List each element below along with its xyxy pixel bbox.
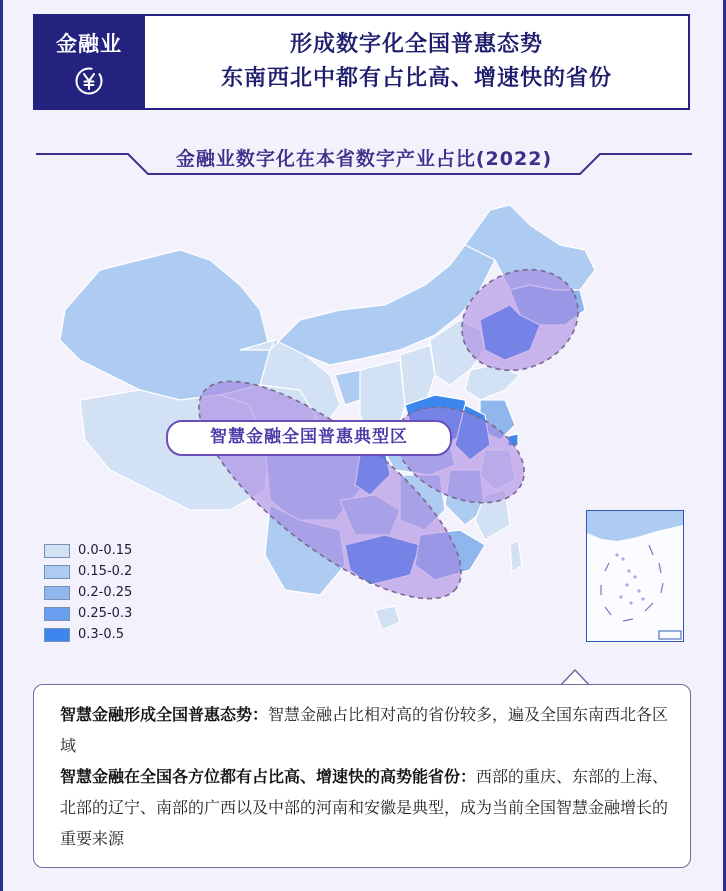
legend-label: 0.2-0.25 [78,585,133,600]
legend-swatch [44,586,70,600]
legend-label: 0.25-0.3 [78,606,133,621]
callout-text [60,699,672,854]
title-box [145,14,690,110]
title-line-1: 形成数字化全国普惠态势 [289,32,543,57]
legend-label: 0.3-0.5 [78,627,125,642]
legend-swatch [44,607,70,621]
legend-label: 0.15-0.2 [78,564,133,579]
zone-label: 智慧金融全国普惠典型区 [166,420,452,456]
callout-p1-bold: 智慧金融形成全国普惠态势： [60,705,269,724]
region-shanxi [400,345,435,405]
legend-item [44,561,132,582]
map-legend [44,540,132,645]
region-xinjiang [60,250,270,400]
sector-badge [33,14,145,110]
legend-swatch [44,544,70,558]
callout-p2-bold: 智慧金融在全国各方位都有占比高、增速快的高势能省份： [60,767,477,786]
callout-p1-text: 智慧金融占比相对高的省份较多，遍及全国东南西北各区域 [60,705,669,755]
region-hainan [375,606,400,630]
south-china-sea-inset [586,510,684,642]
header [33,14,690,110]
title-line-2: 东南西北中都有占比高、增速快的省份 [220,66,612,91]
callout-p2-text: 西部的重庆、东部的上海、北部的辽宁、南部的广西以及中部的河南和安徽是典型，成为当前全国智慧金融增长的重要来源 [60,767,669,848]
region-taiwan [510,540,522,572]
map-title: 金融业数字化在本省数字产业占比(2022) [175,148,553,170]
legend-item [44,582,132,603]
legend-item [44,603,132,624]
badge-label: 金融业 [56,32,122,56]
yen-coin-icon [74,66,104,96]
callout-paragraph-1 [60,699,672,761]
inset-map-svg [587,511,683,641]
map-title-wrap [36,138,692,182]
callout-box [33,684,691,868]
legend-label: 0.0-0.15 [78,543,133,558]
left-frame-line [0,0,3,891]
legend-swatch [44,565,70,579]
legend-item [44,624,132,645]
legend-item [44,540,132,561]
callout-paragraph-2 [60,761,672,854]
legend-swatch [44,628,70,642]
